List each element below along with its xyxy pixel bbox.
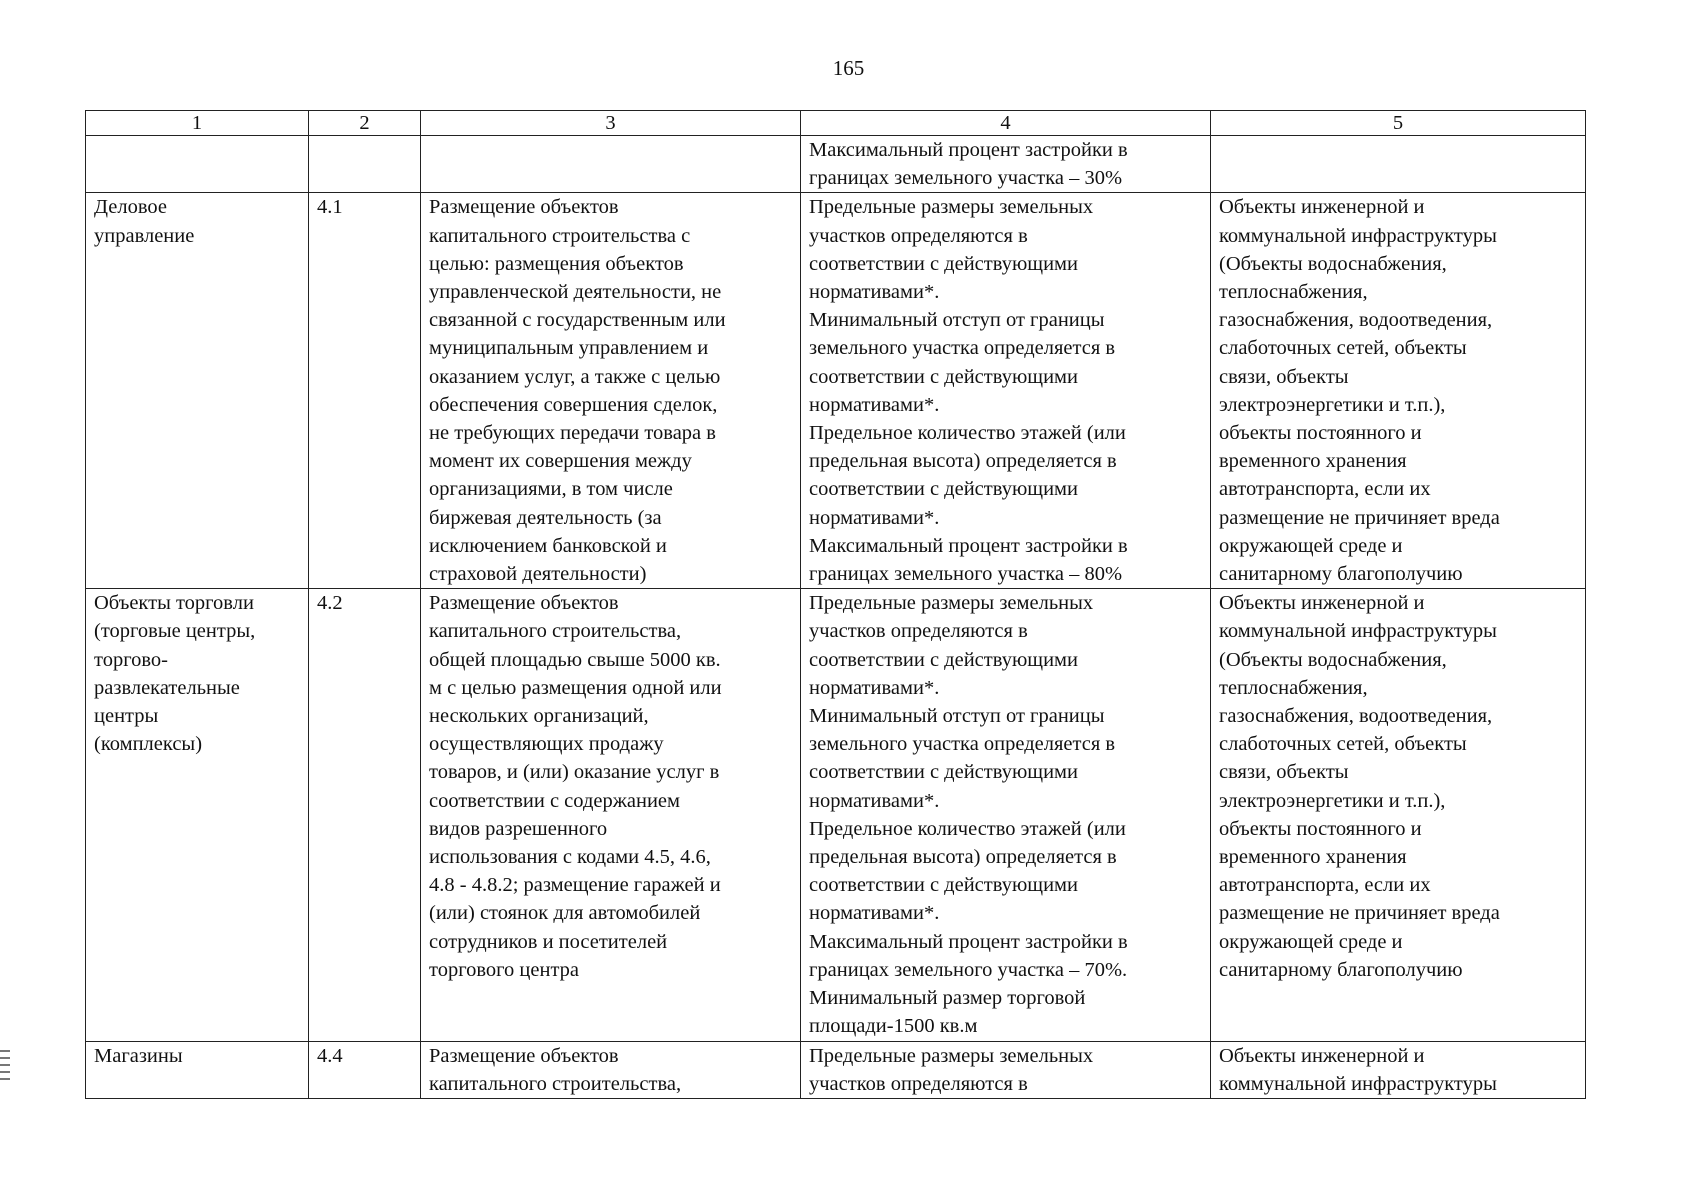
- scan-mark: [0, 1050, 10, 1052]
- cell-auxiliary-uses: Объекты инженерной и коммунальной инфраструктуры (Объекты водоснабжения, теплоснабжения, газоснабжения, водоотведения, слаботочных сетей, объекты связи, объекты электроэнергетики и т.п.), объекты постоянного и временного хранения автотранспорта, если их размещение не причиняет вреда окружающей среде и санитарному благополучию: [1211, 589, 1586, 1041]
- cell-use-code: 4.4: [309, 1041, 421, 1098]
- cell-auxiliary-uses: Объекты инженерной и коммунальной инфраструктуры (Объекты водоснабжения, теплоснабжения, газоснабжения, водоотведения, слаботочных сетей, объекты связи, объекты электроэнергетики и т.п.), объекты постоянного и временного хранения автотранспорта, если их размещение не причиняет вреда окружающей среде и санитарному благополучию: [1211, 193, 1586, 589]
- scan-mark: [0, 1057, 10, 1059]
- cell-auxiliary-uses: Объекты инженерной и коммунальной инфраструктуры: [1211, 1041, 1586, 1098]
- cell-use-code: 4.1: [309, 193, 421, 589]
- table-row: [86, 193, 1586, 589]
- cell-use-description: Размещение объектов капитального строительства,: [421, 1041, 801, 1098]
- header-col-2: 2: [309, 111, 421, 136]
- cell-use-code: 4.2: [309, 589, 421, 1041]
- cell-use-name: Деловое управление: [86, 193, 309, 589]
- cell-use-code: [309, 136, 421, 193]
- page-number: 165: [832, 56, 865, 80]
- cell-use-name: [86, 136, 309, 193]
- header-col-4: 4: [801, 111, 1211, 136]
- cell-use-description: [421, 136, 801, 193]
- header-row: [86, 111, 1586, 136]
- cell-auxiliary-uses: [1211, 136, 1586, 193]
- scan-mark: [0, 1078, 10, 1080]
- zoning-table: [85, 110, 1586, 1099]
- table-row: [86, 589, 1586, 1041]
- cell-parameters: Максимальный процент застройки в границах земельного участка – 30%: [801, 136, 1211, 193]
- cell-use-description: Размещение объектов капитального строительства с целью: размещения объектов управленческой деятельности, не связанной с государственным или муниципальным управлением и оказанием услуг, а также с целью обеспечения совершения сделок, не требующих передачи товара в момент их совершения между организациями, в том числе биржевая деятельность (за исключением банковской и страховой деятельности): [421, 193, 801, 589]
- cell-use-name: Объекты торговли (торговые центры, торгово- развлекательные центры (комплексы): [86, 589, 309, 1041]
- cell-use-name: Магазины: [86, 1041, 309, 1098]
- cell-parameters: Предельные размеры земельных участков определяются в соответствии с действующими нормативами*. Минимальный отступ от границы земельного участка определяется в соответствии с действующими нормативами*. Предельное количество этажей (или предельная высота) определяется в соответствии с действующими нормативами*. Максимальный процент застройки в границах земельного участка – 80%: [801, 193, 1211, 589]
- header-col-5: 5: [1211, 111, 1586, 136]
- table-body: [86, 136, 1586, 1099]
- header-col-1: 1: [86, 111, 309, 136]
- table-row: [86, 1041, 1586, 1098]
- cell-parameters: Предельные размеры земельных участков определяются в: [801, 1041, 1211, 1098]
- table-header: [86, 111, 1586, 136]
- table-row: [86, 136, 1586, 193]
- cell-parameters: Предельные размеры земельных участков определяются в соответствии с действующими нормативами*. Минимальный отступ от границы земельного участка определяется в соответствии с действующими нормативами*. Предельное количество этажей (или предельная высота) определяется в соответствии с действующими нормативами*. Максимальный процент застройки в границах земельного участка – 70%. Минимальный размер торговой площади-1500 кв.м: [801, 589, 1211, 1041]
- scan-margin-marks: [0, 1050, 10, 1085]
- scan-mark: [0, 1064, 10, 1066]
- cell-use-description: Размещение объектов капитального строительства, общей площадью свыше 5000 кв. м с целью размещения одной или нескольких организаций, осуществляющих продажу товаров, и (или) оказание услуг в соответствии с содержанием видов разрешенного использования с кодами 4.5, 4.6, 4.8 - 4.8.2; размещение гаражей и (или) стоянок для автомобилей сотрудников и посетителей торгового центра: [421, 589, 801, 1041]
- header-col-3: 3: [421, 111, 801, 136]
- scan-mark: [0, 1071, 10, 1073]
